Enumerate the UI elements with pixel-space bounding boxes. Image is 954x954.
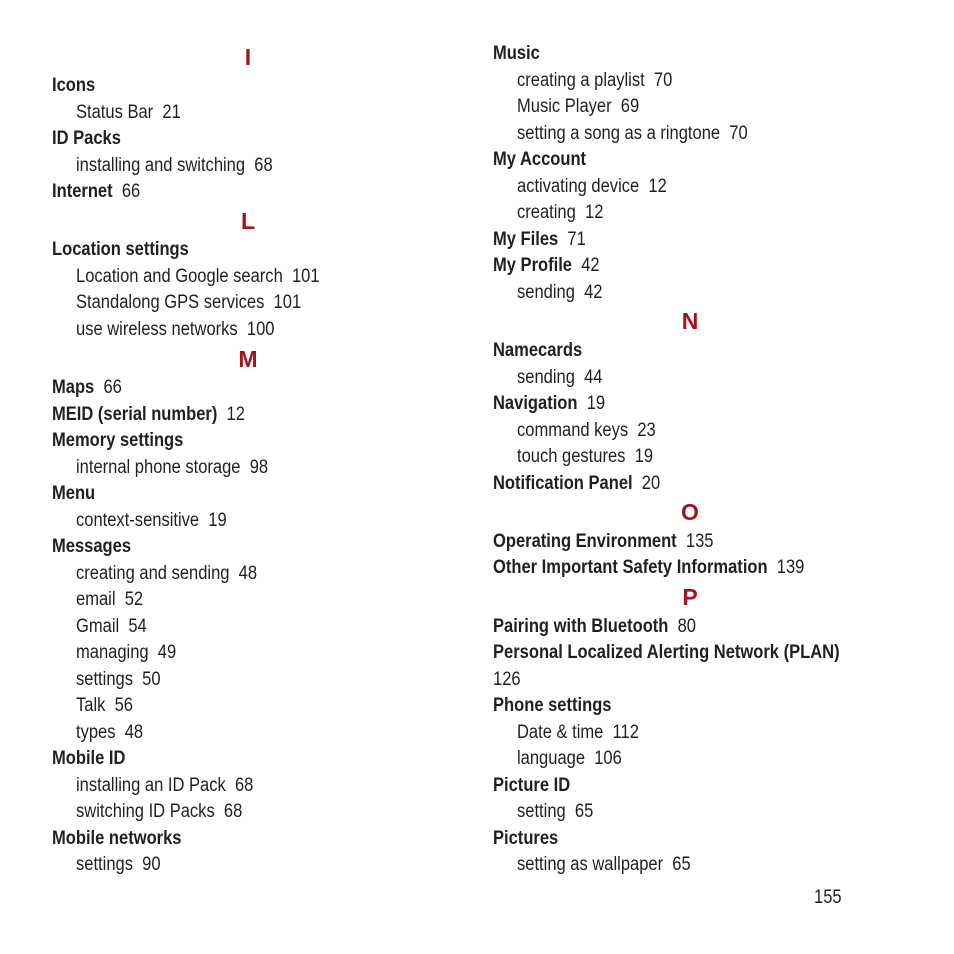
- index-entry-pictures: [493, 828, 558, 850]
- page-ref: 48: [124, 722, 144, 743]
- index-term: Maps: [52, 377, 95, 398]
- index-subentry: [76, 669, 161, 691]
- index-entry-plan-page: [493, 669, 521, 691]
- subentry-text: settings: [76, 854, 133, 875]
- index-entry-icons: [52, 75, 95, 97]
- page-ref: 70: [729, 123, 748, 144]
- subentry-text: settings: [76, 669, 133, 690]
- subentry-text: types: [76, 722, 116, 743]
- index-term: My Profile: [493, 255, 573, 276]
- subentry-text: creating: [517, 202, 576, 223]
- index-subentry: [76, 319, 274, 341]
- index-term: Personal Localized Alerting Network (PLAN): [493, 642, 840, 663]
- index-subentry: [517, 282, 602, 304]
- page-ref: 101: [291, 266, 320, 287]
- subentry-text: Music Player: [517, 96, 612, 117]
- page-ref: 50: [142, 669, 161, 690]
- page-ref: 139: [776, 557, 805, 578]
- subentry-text: activating device: [517, 176, 640, 197]
- index-subentry: [517, 446, 653, 468]
- index-entry-namecards: [493, 340, 582, 362]
- page-ref: 90: [142, 854, 161, 875]
- page-ref: 106: [594, 748, 622, 769]
- index-subentry: [76, 775, 253, 797]
- index-term: Mobile networks: [52, 828, 182, 849]
- page-ref: 68: [234, 775, 254, 796]
- page-ref: 12: [648, 176, 667, 197]
- index-subentry: [517, 96, 639, 118]
- index-entry-my-files: [493, 229, 586, 251]
- page-ref: 12: [585, 202, 604, 223]
- page-ref: 66: [121, 181, 141, 202]
- index-subentry: [76, 695, 133, 717]
- page-ref: 23: [637, 420, 656, 441]
- index-term: Location settings: [52, 239, 189, 260]
- page-ref: 52: [124, 589, 144, 610]
- index-entry-id-packs: [52, 128, 121, 150]
- index-term: Namecards: [493, 340, 583, 361]
- index-subentry: [76, 642, 176, 664]
- index-subentry: [76, 563, 257, 585]
- subentry-text: switching ID Packs: [76, 801, 215, 822]
- index-subentry: [76, 266, 320, 288]
- index-subentry: [76, 722, 143, 744]
- subentry-text: email: [76, 589, 116, 610]
- index-term: Icons: [52, 75, 96, 96]
- index-term: Operating Environment: [493, 531, 677, 552]
- page-ref: 66: [103, 377, 122, 398]
- index-subentry: [76, 801, 242, 823]
- index-subentry: [76, 616, 147, 638]
- index-entry-mobile-id: [52, 748, 125, 770]
- index-entry-internet: [52, 181, 140, 203]
- subentry-text: Date & time: [517, 722, 604, 743]
- subentry-text: use wireless networks: [76, 319, 238, 340]
- index-entry-messages: [52, 536, 131, 558]
- index-subentry: [76, 155, 273, 177]
- index-entry-phone-settings: [493, 695, 611, 717]
- page-number: 155: [814, 887, 842, 908]
- page-ref: 42: [584, 282, 603, 303]
- section-letter-n: N: [681, 308, 699, 334]
- page-ref: 101: [273, 292, 302, 313]
- index-entry-other-safety: [493, 557, 804, 579]
- subentry-text: installing an ID Pack: [76, 775, 226, 796]
- subentry-text: sending: [517, 282, 575, 303]
- index-entry-menu: [52, 483, 95, 505]
- page-ref: 21: [162, 102, 181, 123]
- index-subentry: [76, 457, 268, 479]
- index-subentry: [517, 70, 672, 92]
- index-term: Internet: [52, 181, 113, 202]
- index-term: Other Important Safety Information: [493, 557, 768, 578]
- index-term: Memory settings: [52, 430, 184, 451]
- subentry-text: installing and switching: [76, 155, 246, 176]
- subentry-text: setting as wallpaper: [517, 854, 664, 875]
- section-letter-m: M: [238, 346, 258, 372]
- subentry-text: Gmail: [76, 616, 120, 637]
- index-term: ID Packs: [52, 128, 121, 149]
- subentry-text: managing: [76, 642, 149, 663]
- page-ref: 56: [114, 695, 133, 716]
- subentry-text: Talk: [76, 695, 106, 716]
- index-entry-my-profile: [493, 255, 600, 277]
- index-subentry: [517, 722, 639, 744]
- index-subentry: [517, 367, 602, 389]
- index-entry-meid: [52, 404, 245, 426]
- page-ref: 19: [208, 510, 227, 531]
- page-ref: 20: [641, 473, 661, 494]
- index-subentry: [517, 854, 691, 876]
- index-subentry: [517, 748, 622, 770]
- index-entry-location-settings: [52, 239, 189, 261]
- index-subentry: [517, 202, 603, 224]
- index-entry-navigation: [493, 393, 605, 415]
- index-term: Pictures: [493, 828, 559, 849]
- section-letter-i: I: [244, 44, 252, 70]
- index-term: Mobile ID: [52, 748, 126, 769]
- page-ref: 48: [238, 563, 258, 584]
- index-term: Menu: [52, 483, 96, 504]
- index-entry-pairing-bluetooth: [493, 616, 696, 638]
- subentry-text: creating and sending: [76, 563, 230, 584]
- subentry-text: creating a playlist: [517, 70, 645, 91]
- page-ref: 70: [653, 70, 673, 91]
- index-subentry: [517, 123, 748, 145]
- index-entry-operating-environment: [493, 531, 713, 553]
- index-entry-my-account: [493, 149, 586, 171]
- page-ref: 12: [226, 404, 245, 425]
- page-ref: 65: [574, 801, 594, 822]
- subentry-text: touch gestures: [517, 446, 626, 467]
- subentry-text: internal phone storage: [76, 457, 241, 478]
- section-letter-p: P: [682, 584, 698, 610]
- page-ref: 49: [157, 642, 177, 663]
- page-ref: 100: [246, 319, 275, 340]
- index-entry-notification-panel: [493, 473, 660, 495]
- index-entry-maps: [52, 377, 122, 399]
- section-letter-o: O: [681, 499, 699, 525]
- subentry-text: language: [517, 748, 586, 769]
- subentry-text: command keys: [517, 420, 629, 441]
- index-entry-plan: [493, 642, 840, 664]
- page-ref: 19: [634, 446, 654, 467]
- index-term: Navigation: [493, 393, 578, 414]
- index-term: MEID (serial number): [52, 404, 218, 425]
- index-entry-music: [493, 43, 540, 65]
- page-ref: 69: [620, 96, 640, 117]
- index-subentry: [76, 102, 181, 124]
- page-ref: 54: [128, 616, 147, 637]
- index-term: Phone settings: [493, 695, 612, 716]
- index-subentry: [517, 801, 593, 823]
- index-term: My Files: [493, 229, 559, 250]
- index-subentry: [76, 589, 143, 611]
- index-entry-picture-id: [493, 775, 570, 797]
- page-ref: 112: [612, 722, 639, 743]
- index-entry-memory-settings: [52, 430, 183, 452]
- index-entry-mobile-networks: [52, 828, 182, 850]
- page-ref: 80: [677, 616, 696, 637]
- index-subentry: [76, 292, 301, 314]
- page-ref: 68: [254, 155, 273, 176]
- page-ref: 19: [586, 393, 606, 414]
- subentry-text: Standalong GPS services: [76, 292, 265, 313]
- index-subentry: [76, 510, 227, 532]
- section-letter-l: L: [240, 208, 256, 234]
- index-subentry: [517, 176, 667, 198]
- subentry-text: Location and Google search: [76, 266, 283, 287]
- page-ref: 68: [223, 801, 243, 822]
- page-ref: 44: [584, 367, 603, 388]
- page-ref: 65: [672, 854, 691, 875]
- page-ref: 126: [493, 669, 521, 690]
- index-term: Picture ID: [493, 775, 571, 796]
- page-ref: 71: [567, 229, 586, 250]
- index-term: Music: [493, 43, 540, 64]
- index-term: Pairing with Bluetooth: [493, 616, 669, 637]
- page-ref: 135: [685, 531, 714, 552]
- page-ref: 98: [249, 457, 269, 478]
- subentry-text: Status Bar: [76, 102, 154, 123]
- page-ref: 42: [581, 255, 600, 276]
- index-subentry: [517, 420, 656, 442]
- subentry-text: setting a song as a ringtone: [517, 123, 721, 144]
- index-term: Notification Panel: [493, 473, 633, 494]
- subentry-text: sending: [517, 367, 575, 388]
- subentry-text: setting: [517, 801, 566, 822]
- index-term: Messages: [52, 536, 132, 557]
- index-term: My Account: [493, 149, 587, 170]
- index-subentry: [76, 854, 161, 876]
- subentry-text: context-sensitive: [76, 510, 200, 531]
